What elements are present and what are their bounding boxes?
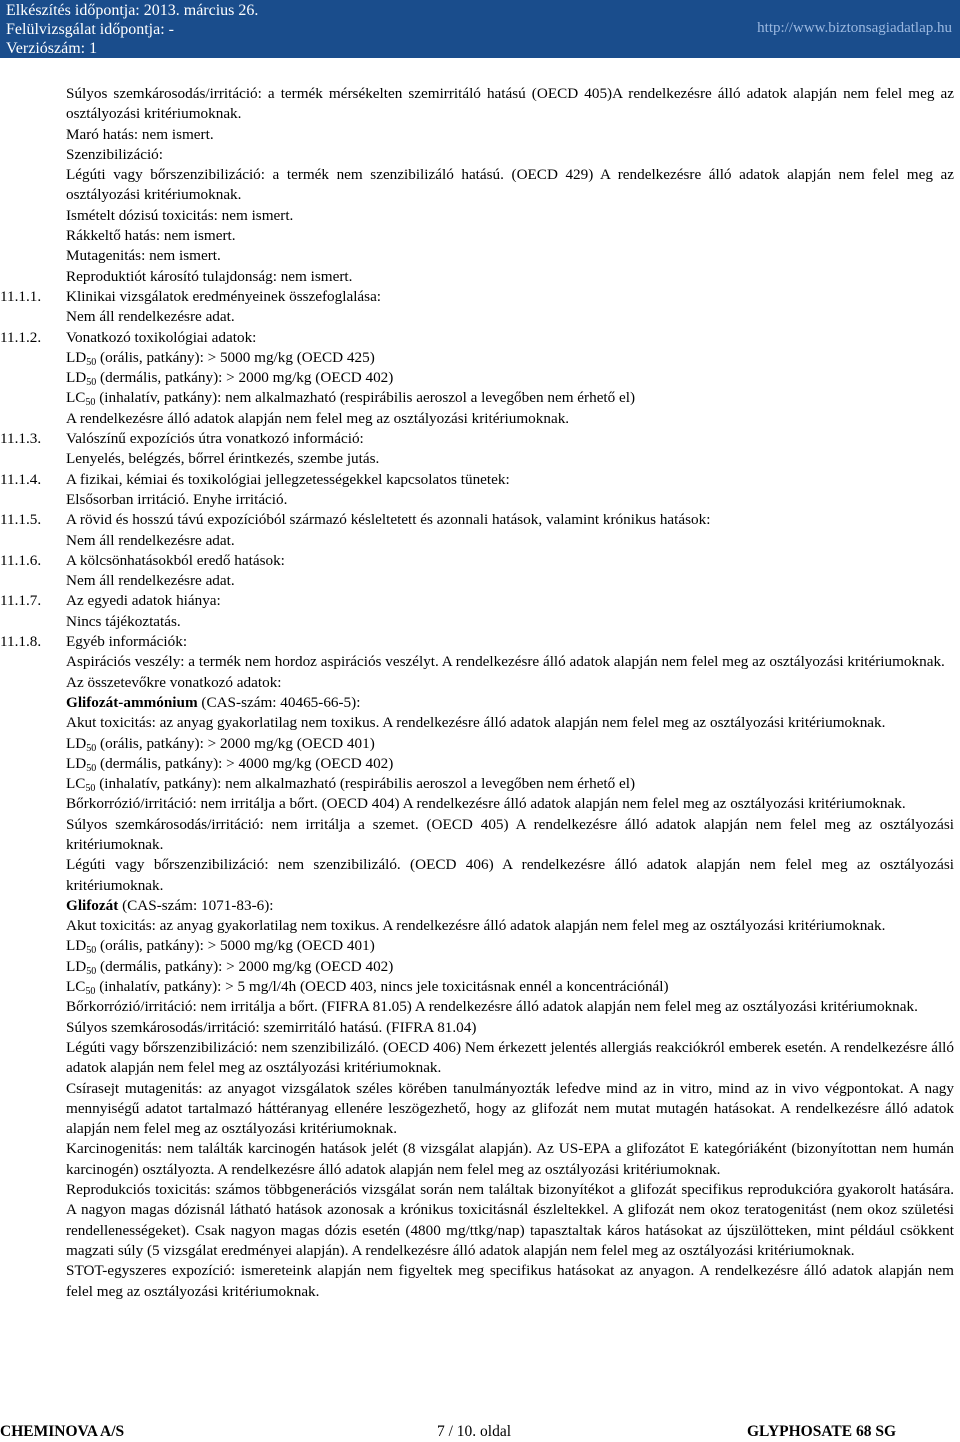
section-11-1-6 <box>0 551 960 592</box>
page-header <box>0 0 960 58</box>
section-number: 11.1.6. <box>0 551 42 569</box>
g1-lc50-inhalation: $LC_{50}$ (inhalatív, patkány): nem alkalmazható (respirábilis aeroszol a levegőben nem érhető el) <box>66 775 636 795</box>
section-number: 11.1.1. <box>0 287 42 305</box>
sensitization-heading: Szenzibilizáció: <box>66 145 163 163</box>
carcinogenicity-text: Rákkeltő hatás: nem ismert. <box>66 227 236 245</box>
website-link[interactable]: http://www.biztonsagiadatlap.hu <box>757 20 952 36</box>
company-name: CHEMINOVA A/S <box>0 1423 125 1440</box>
creation-date: Elkészítés időpontja: 2013. március 26. <box>6 2 259 19</box>
section-number: 11.1.2. <box>0 328 42 346</box>
section-text: Elsősorban irritáció. Enyhe irritáció. <box>66 490 288 508</box>
ld50-dermal: $LD_{50}$ (dermális, patkány): > 2000 mg/kg (OECD 402) <box>66 369 394 389</box>
page-number: 7 / 10. oldal <box>437 1423 512 1440</box>
glufosinate-ammonium-heading: Glifozát-ammónium (CAS-szám: 40465-66-5): <box>66 693 361 711</box>
section-11-1-7 <box>0 591 960 632</box>
g2-ld50-oral: $LD_{50}$ (orális, patkány): > 5000 mg/kg (OECD 401) <box>66 937 375 957</box>
section-number: 11.1.7. <box>0 592 42 610</box>
section-title: Egyéb információk: <box>66 633 188 651</box>
components-heading: Az összetevőkre vonatkozó adatok: <box>66 673 282 691</box>
section-title: A rövid és hosszú távú expozícióból származó késleltetett és azonnali hatások, valamint krónikus hatások: <box>66 511 711 529</box>
section-text: Lenyelés, belégzés, bőrrel érintkezés, szembe jutás. <box>66 450 380 468</box>
revision-date: Felülvizsgálat időpontja: - <box>6 21 174 38</box>
section-11-1-2 <box>0 328 960 429</box>
version-number: Verziószám: 1 <box>6 40 98 57</box>
section-number: 11.1.3. <box>0 430 42 448</box>
corrosion-text: Maró hatás: nem ismert. <box>66 125 214 143</box>
page-footer <box>0 1419 960 1442</box>
g1-ld50-dermal: $LD_{50}$ (dermális, patkány): > 4000 mg/kg (OECD 402) <box>66 754 394 774</box>
sensitization-text: Légúti vagy bőrszenzibilizáció: a termék nem szenzibilizáló hatású. (OECD 429) A rendelkezésre álló adatok alapján nem felel meg az osztályozási kritériumoknak. <box>66 166 954 204</box>
repeated-dose-text: Ismételt dózisú toxicitás: nem ismert. <box>66 206 294 224</box>
g2-eye-irritation: Súlyos szemkárosodás/irritáció: szemirritáló hatású. (FIFRA 81.04) <box>66 1018 477 1036</box>
g1-skin-irritation: Bőrkorrózió/irritáció: nem irritálja a bőrt. (OECD 404) A rendelkezésre álló adatok alapján nem felel meg az osztályozási kritériumoknak. <box>66 795 906 813</box>
document-body <box>0 84 960 1302</box>
g2-sensitization: Légúti vagy bőrszenzibilizáció: nem szenzibilizáló. (OECD 406) Nem érkezett jelentés allergiás reakciókról emberek esetén. A rendelkezésre álló adatok alapján nem felel meg az osztályozási kritériumoknak. <box>66 1038 954 1077</box>
section-title: A fizikai, kémiai és toxikológiai jellegzetességekkel kapcsolatos tünetek: <box>66 470 510 488</box>
ld50-oral: $LD_{50}$ (orális, patkány): > 5000 mg/kg (OECD 425) <box>66 348 375 368</box>
section-title: Klinikai vizsgálatok eredményeinek összefoglalása: <box>66 287 382 305</box>
section-title: Valószínű expozíciós útra vonatkozó információ: <box>66 430 364 448</box>
g1-acute-toxicity: Akut toxicitás: az anyag gyakorlatilag nem toxikus. A rendelkezésre álló adatok alapján nem felel meg az osztályozási kritériumoknak. <box>66 714 886 732</box>
section-text: Nem áll rendelkezésre adat. <box>66 531 235 549</box>
reproduction-text: Reproduktiót károsító tulajdonság: nem ismert. <box>66 267 353 285</box>
section-title: Vonatkozó toxikológiai adatok: <box>66 328 257 346</box>
g2-lc50-inhalation: $LC_{50}$ (inhalatív, patkány): > 5 mg/l/4h (OECD 403, nincs jele toxicitásnak ennél a koncentrációnál) <box>66 978 669 998</box>
section-11-1-1 <box>0 287 960 328</box>
eye-irritation-text: Súlyos szemkárosodás/irritáció: a termék mérsékelten szemirritáló hatású (OECD 405)A rendelkezésre álló adatok alapján nem felel meg az osztályozási kritériumoknak. <box>66 85 954 123</box>
section-text: Nincs tájékoztatás. <box>66 612 181 630</box>
section-number: 11.1.4. <box>0 470 42 488</box>
section-title: Az egyedi adatok hiánya: <box>66 592 221 610</box>
g1-eye-irritation: Súlyos szemkárosodás/irritáció: nem irritálja a szemet. (OECD 405) A rendelkezésre álló adatok alapján nem felel meg az osztályozási kritériumoknak. <box>66 815 954 853</box>
classification-text: A rendelkezésre álló adatok alapján nem felel meg az osztályozási kritériumoknak. <box>66 409 570 427</box>
section-text: Nem áll rendelkezésre adat. <box>66 572 235 590</box>
section-title: A kölcsönhatásokból eredő hatások: <box>66 551 285 569</box>
g2-carcinogenicity: Karcinogenitás: nem találták karcinogén hatások jelét (8 vizsgálat alapján). Az US-EPA a glifozátot E kategóriáként (bizonyítottan nem humán karcinogén) osztályozta. A rendelkezésre álló adatok alapján nem felel meg az osztályozási kritériumoknak. <box>66 1140 954 1178</box>
mutagenicity-text: Mutagenitás: nem ismert. <box>66 247 221 265</box>
aspiration-text: Aspirációs veszély: a termék nem hordoz aspirációs veszélyt. A rendelkezésre álló adatok alapján nem felel meg az osztályozási kritériumoknak. <box>66 653 945 671</box>
g2-ld50-dermal: $LD_{50}$ (dermális, patkány): > 2000 mg/kg (OECD 402) <box>66 957 394 977</box>
g2-stot-single: STOT-egyszeres expozíció: ismereteink alapján nem figyeltek meg specifikus hatásokat az anyagon. A rendelkezésre álló adatok alapján nem felel meg az osztályozási kritériumoknak. <box>66 1262 954 1300</box>
section-number: 11.1.8. <box>0 633 42 651</box>
lc50-inhalation: $LC_{50}$ (inhalatív, patkány): nem alkalmazható (respirábilis aeroszol a levegőben nem érhető el) <box>66 389 636 409</box>
section-11-1-5 <box>0 510 960 551</box>
section-number: 11.1.5. <box>0 511 42 529</box>
section-text: Nem áll rendelkezésre adat. <box>66 308 235 326</box>
g2-skin-irritation: Bőrkorrózió/irritáció: nem irritálja a bőrt. (FIFRA 81.05) A rendelkezésre álló adatok alapján nem felel meg az osztályozási kritériumoknak. <box>66 998 918 1016</box>
g1-sensitization: Légúti vagy bőrszenzibilizáció: nem szenzibilizáló. (OECD 406) A rendelkezésre álló adatok alapján nem felel meg az osztályozási kritériumoknak. <box>66 856 954 894</box>
g2-reproductive-toxicity: Reprodukciós toxicitás: számos többgenerációs vizsgálat során nem találtak bizonyítékot a glifozát specifikus reprodukcióra gyakorolt hatására. A nagyon magas dózisnál látható hatások azonosak a krónikus toxicitásnál észleltekkel. A glifozát nem okoz teratogenitást (nem okoz születési rendellenességeket). Csak nagyon magas dózis esetén (4800 mg/ttkg/nap) tapasztaltak káros hatásokat az újszülötteken, mint például csökkent magzati súly (5 vizsgálat eredményei alapján). A rendelkezésre álló adatok alapján nem felel meg az osztályozási kritériumoknak. <box>66 1181 954 1259</box>
g1-ld50-oral: $LD_{50}$ (orális, patkány): > 2000 mg/kg (OECD 401) <box>66 734 375 754</box>
section-11-1-3 <box>0 429 960 470</box>
section-11-1-8 <box>0 632 960 1302</box>
product-name: GLYPHOSATE 68 SG <box>746 1423 896 1440</box>
g2-mutagenicity: Csírasejt mutagenitás: az anyagot vizsgálatok széles körében tanulmányozták lefedve mind az in vitro, mind az in vivo végpontokat. A nagy mennyiségű adatot tartalmazó háttéranyag ellenére leszögezhető, hogy az glifozát nem mutat mutagén hatásokat. A rendelkezésre álló adatok alapján nem felel meg az osztályozási kritériumoknak. <box>66 1079 954 1138</box>
glyphosate-heading: Glifozát (CAS-szám: 1071-83-6): <box>66 896 274 914</box>
section-11-1-4 <box>0 470 960 511</box>
g2-acute-toxicity: Akut toxicitás: az anyag gyakorlatilag nem toxikus. A rendelkezésre álló adatok alapján nem felel meg az osztályozási kritériumoknak. <box>66 917 886 935</box>
